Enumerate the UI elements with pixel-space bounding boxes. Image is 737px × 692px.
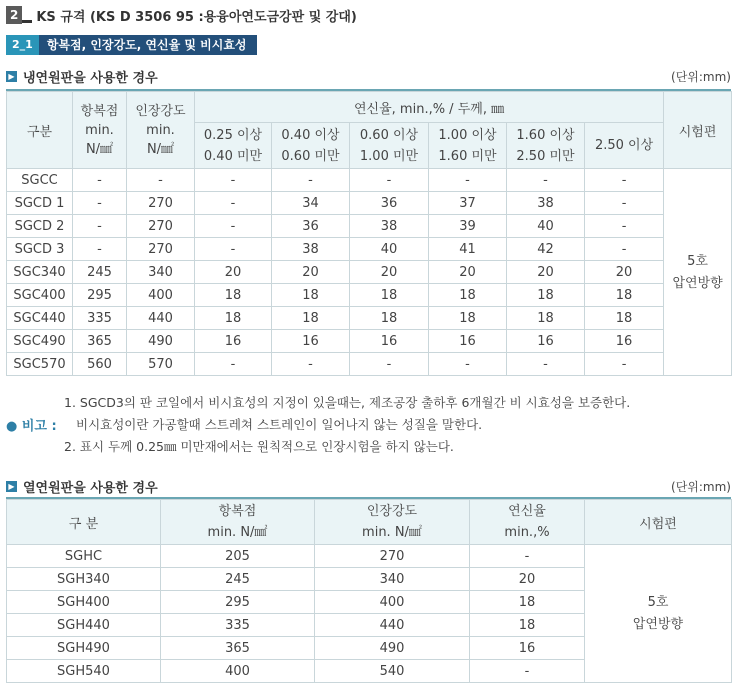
yield-cell: 295 <box>73 284 127 307</box>
elongation-cell: 18 <box>429 284 507 307</box>
elongation-cell: - <box>507 169 585 192</box>
elongation-cell: 38 <box>350 215 429 238</box>
tensile-cell: 490 <box>315 637 470 660</box>
note-line-2: 비시효성이란 가공할때 스트레쳐 스트레인이 일어나지 않는 성질을 말한다. <box>76 417 483 432</box>
elongation-cell: - <box>585 215 664 238</box>
elongation-cell: - <box>195 215 272 238</box>
elongation-cell: - <box>350 169 429 192</box>
table-row <box>7 192 732 215</box>
elongation-cell: 20 <box>350 261 429 284</box>
elongation-cell: - <box>272 169 350 192</box>
section2-title: 열연원판을 사용한 경우 <box>23 480 158 496</box>
section1-title: 냉연원판을 사용한 경우 <box>23 70 158 86</box>
elongation-cell: - <box>429 169 507 192</box>
elongation-cell: 20 <box>272 261 350 284</box>
elongation-cell: 20 <box>585 261 664 284</box>
note-label: ● 비고 : <box>6 419 57 434</box>
thickness-range-header: 0.25 이상 0.40 미만 <box>195 123 272 169</box>
elongation-cell: 16 <box>507 330 585 353</box>
elongation-cell: 36 <box>350 192 429 215</box>
subheader <box>6 35 257 55</box>
col2-header-category: 구 분 <box>7 500 161 545</box>
section-arrow-icon: ▶ <box>6 71 17 82</box>
table-row <box>7 307 732 330</box>
name-cell: SGHC <box>7 545 161 568</box>
grade-cell: SGC570 <box>7 353 73 376</box>
elongation-cell: 38 <box>507 192 585 215</box>
elongation-cell: 37 <box>429 192 507 215</box>
tensile-cell: 570 <box>127 353 195 376</box>
thickness-range-header: 0.60 이상 1.00 미만 <box>350 123 429 169</box>
table-row <box>7 261 732 284</box>
elongation-cell: 18 <box>507 284 585 307</box>
yield-cell: 400 <box>161 660 315 683</box>
name-cell: SGH490 <box>7 637 161 660</box>
elong-cell: 20 <box>470 568 585 591</box>
tensile-cell: 340 <box>127 261 195 284</box>
col-header-test-piece: 시험편 <box>664 92 732 169</box>
grade-cell: SGC440 <box>7 307 73 330</box>
grade-cell: SGCD 2 <box>7 215 73 238</box>
elongation-cell: 18 <box>507 307 585 330</box>
elongation-cell: 36 <box>272 215 350 238</box>
elongation-cell: 18 <box>195 307 272 330</box>
tensile-cell: 400 <box>127 284 195 307</box>
section2-unit: (단위:mm) <box>671 479 731 494</box>
elongation-cell: - <box>585 238 664 261</box>
elongation-cell: 34 <box>272 192 350 215</box>
section1-unit: (단위:mm) <box>671 69 731 84</box>
table-row <box>7 284 732 307</box>
grade-cell: SGCD 3 <box>7 238 73 261</box>
elongation-cell: 20 <box>507 261 585 284</box>
col2-header-test-piece: 시험편 <box>585 500 732 545</box>
yield-cell: 335 <box>161 614 315 637</box>
elong-cell: 18 <box>470 591 585 614</box>
subheader-title: 항복점, 인장강도, 연신율 및 비시효성 <box>39 35 257 55</box>
thickness-range-header: 1.00 이상 1.60 미만 <box>429 123 507 169</box>
col-header-yield: 항복점 min. N/㎟ <box>73 92 127 169</box>
yield-cell: 245 <box>161 568 315 591</box>
elongation-cell: 41 <box>429 238 507 261</box>
yield-cell: - <box>73 192 127 215</box>
tensile-cell: 270 <box>315 545 470 568</box>
tensile-cell: - <box>127 169 195 192</box>
yield-cell: 205 <box>161 545 315 568</box>
yield-cell: - <box>73 238 127 261</box>
grade-cell: SGCC <box>7 169 73 192</box>
elongation-cell: 16 <box>272 330 350 353</box>
note-line-1: 1. SGCD3의 판 코일에서 비시효성의 지정이 있을때는, 제조공장 출하후 6개월간 비 시효성을 보증한다. <box>64 395 631 410</box>
tensile-cell: 540 <box>315 660 470 683</box>
elongation-cell: - <box>272 353 350 376</box>
col-header-elongation: 연신율, min.,% / 두께, ㎜ <box>195 92 664 123</box>
elongation-cell: 16 <box>585 330 664 353</box>
elongation-cell: - <box>429 353 507 376</box>
grade-cell: SGC490 <box>7 330 73 353</box>
tensile-cell: 440 <box>315 614 470 637</box>
thickness-range-header: 1.60 이상 2.50 미만 <box>507 123 585 169</box>
tensile-cell: 490 <box>127 330 195 353</box>
yield-cell: 560 <box>73 353 127 376</box>
grade-cell: SGC400 <box>7 284 73 307</box>
col-header-category: 구분 <box>7 92 73 169</box>
elongation-cell: 18 <box>272 284 350 307</box>
section-arrow-icon: ▶ <box>6 481 17 492</box>
elongation-cell: 40 <box>507 215 585 238</box>
name-cell: SGH540 <box>7 660 161 683</box>
table-row <box>7 238 732 261</box>
yield-cell: 335 <box>73 307 127 330</box>
table-row <box>7 215 732 238</box>
page-title: KS 규격 (KS D 3506 95 :용융아연도금강판 및 강대) <box>36 9 357 25</box>
col2-header-tensile: 인장강도 min. N/㎟ <box>315 500 470 545</box>
elongation-cell: - <box>585 192 664 215</box>
yield-cell: 295 <box>161 591 315 614</box>
yield-cell: - <box>73 215 127 238</box>
hot-rolled-table <box>6 499 732 683</box>
subheader-number: 2_1 <box>6 35 39 55</box>
elongation-cell: 16 <box>195 330 272 353</box>
elongation-cell: 18 <box>429 307 507 330</box>
yield-cell: 365 <box>161 637 315 660</box>
elongation-cell: 18 <box>585 284 664 307</box>
tensile-cell: 270 <box>127 192 195 215</box>
page-header <box>6 4 357 26</box>
elongation-cell: - <box>585 353 664 376</box>
elongation-cell: 18 <box>585 307 664 330</box>
tensile-cell: 400 <box>315 591 470 614</box>
note-line-3: 2. 표시 두께 0.25㎜ 미만재에서는 원칙적으로 인장시험을 하지 않는다. <box>64 439 454 454</box>
table-row <box>7 545 732 568</box>
cold-rolled-table <box>6 91 732 376</box>
grade-cell: SGCD 1 <box>7 192 73 215</box>
tensile-cell: 440 <box>127 307 195 330</box>
grade-cell: SGC340 <box>7 261 73 284</box>
elongation-cell: 18 <box>195 284 272 307</box>
name-cell: SGH440 <box>7 614 161 637</box>
tensile-cell: 270 <box>127 215 195 238</box>
header-underline <box>22 20 32 23</box>
test-piece-cell: 5호 압연방향 <box>664 169 732 376</box>
name-cell: SGH400 <box>7 591 161 614</box>
section2-header <box>6 477 731 495</box>
elong-cell: 16 <box>470 637 585 660</box>
col2-header-yield: 항복점 min. N/㎟ <box>161 500 315 545</box>
elong-cell: - <box>470 545 585 568</box>
elongation-cell: - <box>195 238 272 261</box>
elong-cell: 18 <box>470 614 585 637</box>
elongation-cell: 16 <box>429 330 507 353</box>
elongation-cell: - <box>507 353 585 376</box>
yield-cell: 245 <box>73 261 127 284</box>
yield-cell: - <box>73 169 127 192</box>
table-row <box>7 330 732 353</box>
thickness-range-header: 0.40 이상 0.60 미만 <box>272 123 350 169</box>
elongation-cell: 20 <box>429 261 507 284</box>
elongation-cell: 39 <box>429 215 507 238</box>
section1-header <box>6 67 731 85</box>
tensile-cell: 270 <box>127 238 195 261</box>
table-row <box>7 169 732 192</box>
name-cell: SGH340 <box>7 568 161 591</box>
elongation-cell: - <box>585 169 664 192</box>
elongation-cell: - <box>195 169 272 192</box>
yield-cell: 365 <box>73 330 127 353</box>
elongation-cell: - <box>195 353 272 376</box>
elongation-cell: 18 <box>350 284 429 307</box>
elongation-cell: 42 <box>507 238 585 261</box>
table-row <box>7 353 732 376</box>
elongation-cell: - <box>195 192 272 215</box>
elongation-cell: 40 <box>350 238 429 261</box>
test-piece-cell: 5호 압연방향 <box>585 545 732 683</box>
elongation-cell: 18 <box>350 307 429 330</box>
elongation-cell: 20 <box>195 261 272 284</box>
tensile-cell: 340 <box>315 568 470 591</box>
header-number: 2 <box>6 6 22 24</box>
col2-header-elongation: 연신율 min.,% <box>470 500 585 545</box>
col-header-tensile: 인장강도 min. N/㎟ <box>127 92 195 169</box>
elongation-cell: - <box>350 353 429 376</box>
elongation-cell: 18 <box>272 307 350 330</box>
thickness-range-header: 2.50 이상 <box>585 123 664 169</box>
elongation-cell: 16 <box>350 330 429 353</box>
elong-cell: - <box>470 660 585 683</box>
elongation-cell: 38 <box>272 238 350 261</box>
